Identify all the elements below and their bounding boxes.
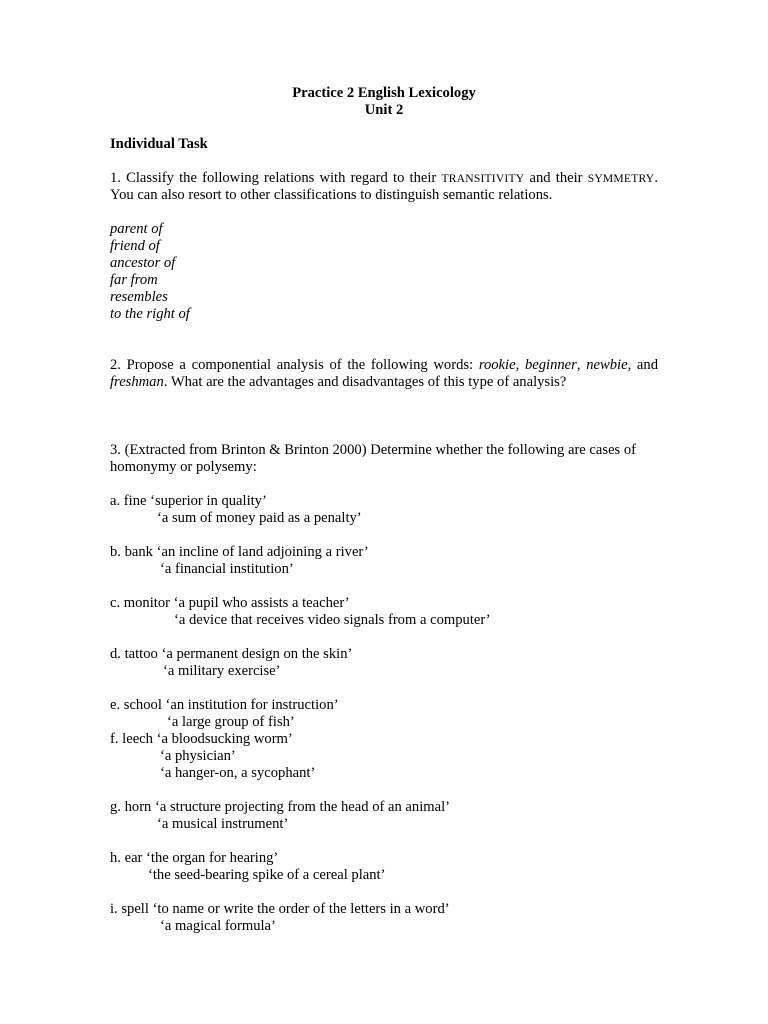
word-beginner: beginner xyxy=(524,357,577,373)
relations-list xyxy=(110,221,658,323)
separator: , and xyxy=(627,357,659,373)
item-a-sense-1: a. fine ‘superior in quality’ xyxy=(110,493,267,509)
relation-item: to the right of xyxy=(110,306,190,322)
item-c-sense-2: ‘a device that receives video signals from a computer’ xyxy=(174,612,491,628)
word-freshman: freshman xyxy=(110,374,164,390)
task-1-text-a: Classify the following relations with regard to their xyxy=(120,170,442,186)
task-3-intro: 3. (Extracted from Brinton & Brinton 2000) Determine whether the following are cases of homonymy or polysemy: xyxy=(110,442,637,475)
relation-item: far from xyxy=(110,272,158,288)
term-transitivity: TRANSITIVITY xyxy=(441,172,525,185)
relation-item: friend of xyxy=(110,238,160,254)
item-b-sense-2: ‘a financial institution’ xyxy=(160,561,294,577)
item-h-sense-2: ‘the seed-bearing spike of a cereal plant’ xyxy=(148,867,386,883)
item-g-sense-2: ‘a musical instrument’ xyxy=(157,816,289,832)
item-c-sense-1: c. monitor ‘a pupil who assists a teacher’ xyxy=(110,595,350,611)
item-g-sense-1: g. horn ‘a structure projecting from the head of an animal’ xyxy=(110,799,450,815)
task-1-number: 1. xyxy=(110,170,121,186)
word-rookie: rookie xyxy=(478,357,516,373)
word-newbie: newbie xyxy=(586,357,628,373)
item-d-sense-2: ‘a military exercise’ xyxy=(163,663,281,679)
item-e-sense-1: e. school ‘an institution for instruction’ xyxy=(110,697,339,713)
item-e-sense-2: ‘a large group of fish’ xyxy=(167,714,295,730)
task-2-text-b: . What are the advantages and disadvantages of this type of analysis? xyxy=(163,374,567,390)
item-f-sense-3: ‘a hanger-on, a sycophant’ xyxy=(160,765,316,781)
task-1-text-c: . You can also resort to other classifications to distinguish semantic relations. xyxy=(110,170,659,203)
item-h-sense-1: h. ear ‘the organ for hearing’ xyxy=(110,850,279,866)
item-b-sense-1: b. bank ‘an incline of land adjoining a river’ xyxy=(110,544,369,560)
item-f-sense-1: f. leech ‘a bloodsucking worm’ xyxy=(110,731,293,747)
term-symmetry: SYMMETRY xyxy=(587,172,655,185)
task-1-text-b: and their xyxy=(524,170,588,186)
word-sense-list xyxy=(110,493,658,935)
item-d-sense-1: d. tattoo ‘a permanent design on the skin’ xyxy=(110,646,353,662)
section-heading: Individual Task xyxy=(110,136,208,152)
item-i-sense-2: ‘a magical formula’ xyxy=(160,918,276,934)
separator: , xyxy=(515,357,525,373)
document-content xyxy=(110,85,658,935)
task-2-text-a: 2. Propose a componential analysis of the following words: xyxy=(110,357,479,373)
task-1-paragraph xyxy=(110,170,658,204)
relation-item: resembles xyxy=(110,289,168,305)
document-subtitle: Unit 2 xyxy=(364,102,404,118)
item-a-sense-2: ‘a sum of money paid as a penalty’ xyxy=(157,510,362,526)
task-2-paragraph xyxy=(110,357,658,391)
item-f-sense-2: ‘a physician’ xyxy=(160,748,236,764)
document-title: Practice 2 English Lexicology xyxy=(292,85,476,101)
relation-item: ancestor of xyxy=(110,255,176,271)
separator: , xyxy=(576,357,587,373)
item-i-sense-1: i. spell ‘to name or write the order of the letters in a word’ xyxy=(110,901,450,917)
relation-item: parent of xyxy=(110,221,163,237)
